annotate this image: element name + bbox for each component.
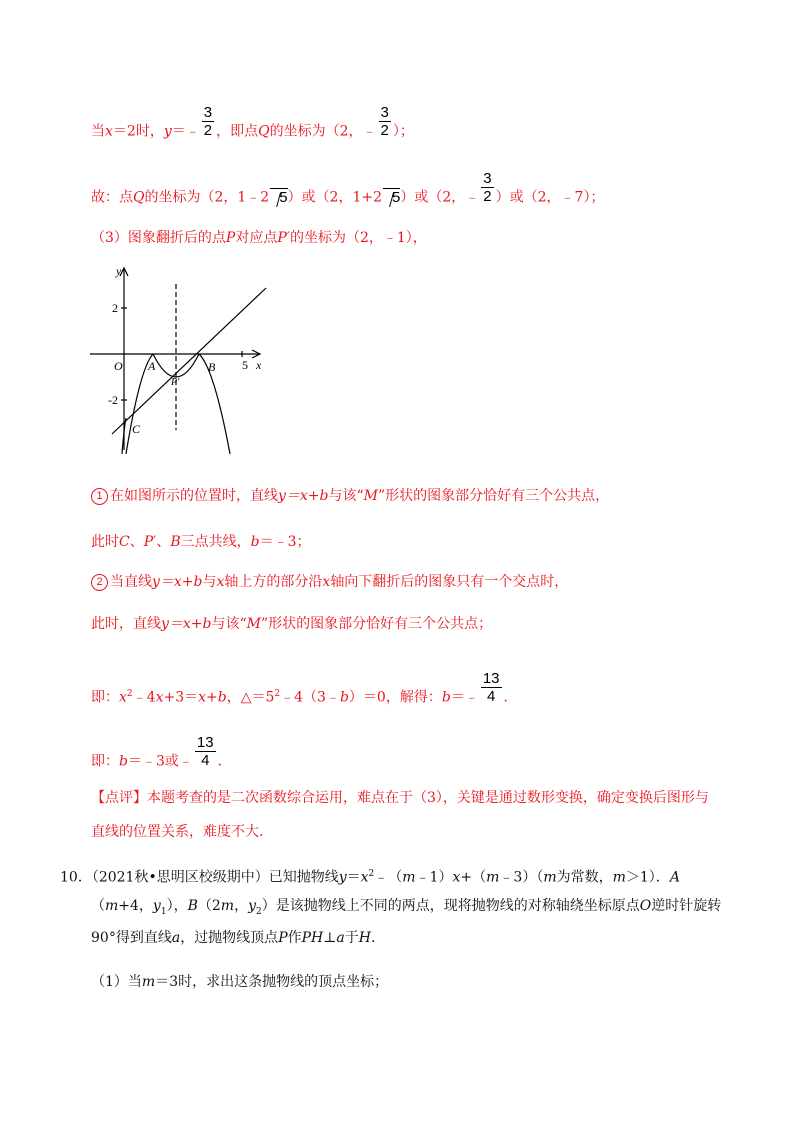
tick-label-2: 2 — [112, 301, 118, 315]
question-10-line-3: 90°得到直线a，过抛物线顶点P作PH⊥a于H． — [91, 930, 385, 946]
text-line-case2: 2 当直线y＝x+b与x轴上方的部分沿x轴向下翻折后的图象只有一个交点时， — [91, 572, 568, 592]
tick-label-5: 5 — [242, 358, 248, 372]
function-graph — [86, 258, 276, 458]
label-o: O — [114, 359, 123, 373]
comment-line-2: 直线的位置关系，难度不大． — [91, 824, 273, 840]
label-x: x — [256, 358, 262, 372]
fraction-3-2: $\frac{3}{2}$ — [203, 104, 213, 139]
sqrt-5: 5 — [270, 188, 287, 206]
text-line-part3: （3）图象翻折后的点P对应点P′的坐标为（2，﹣1）， — [91, 230, 427, 246]
label-p-prime: P′ — [171, 377, 180, 388]
label-b: B — [208, 360, 216, 374]
circled-number-2: 2 — [91, 574, 108, 591]
circled-number-1: 1 — [91, 488, 108, 505]
question-10-part-1: （1）当m＝3时，求出这条抛物线的顶点坐标； — [91, 974, 389, 990]
text-line-case1: 1 在如图所示的位置时，直线y＝x+b与该“M”形状的图象部分恰好有三个公共点， — [91, 486, 609, 506]
label-a: A — [148, 359, 156, 373]
sqrt-5: 5 — [383, 188, 400, 206]
question-10-line-1: 10．（2021秋•思明区校级期中）已知抛物线$y=x^2﹣(m﹣1)x+(m﹣3)(m$为常数，m＞1）．A — [60, 869, 680, 886]
text-line-three-points: 此时，直线y＝x+b与该“M”形状的图象部分恰好有三个公共点； — [91, 616, 493, 632]
text-line-discriminant: 即：$x^2﹣4x+3=x+b$，$\triangle=5^2﹣4(3﹣b)=0$，解得：b＝﹣ $\frac{13}{4}$ ． — [91, 670, 518, 706]
label-c: C — [132, 422, 141, 436]
tick-label-neg2: -2 — [108, 393, 118, 407]
text-line-answer: 即：b＝﹣3或﹣ $\frac{13}{4}$ ． — [91, 734, 232, 770]
fraction-3-2: $\frac{3}{2}$ — [483, 170, 492, 205]
text-line-q-coord: 当x＝2时，y＝﹣ $\frac{3}{2}$ ，即点Q的坐标为（2，﹣ $\frac{3}{2}$ ）； — [91, 104, 414, 140]
fraction-13-4: $\frac{13}{4}$ — [482, 670, 500, 705]
text-line-q-all-coords: 故：点Q的坐标为（2，1﹣2 5）或（2，1+2 5）或（2，﹣ $\frac{3}{2}$ ）或（2，﹣7）； — [91, 170, 605, 206]
fraction-3-2: $\frac{3}{2}$ — [380, 104, 389, 139]
text-line-collinear: 此时C、P′、B三点共线，b＝﹣3； — [91, 534, 311, 550]
fraction-13-4: $\frac{13}{4}$ — [196, 734, 214, 769]
comment-line-1: 【点评】本题考查的是二次函数综合运用，难点在于（3），关键是通过数形变换，确定变换后图形与 — [91, 790, 709, 806]
label-y: y — [116, 264, 122, 278]
question-10-line-2: （m+4，$y_1$），B（2m，$y_2$）是该抛物线上不同的两点，现将抛物线的对称轴绕坐标原点O逆时针旋转 — [91, 898, 722, 917]
